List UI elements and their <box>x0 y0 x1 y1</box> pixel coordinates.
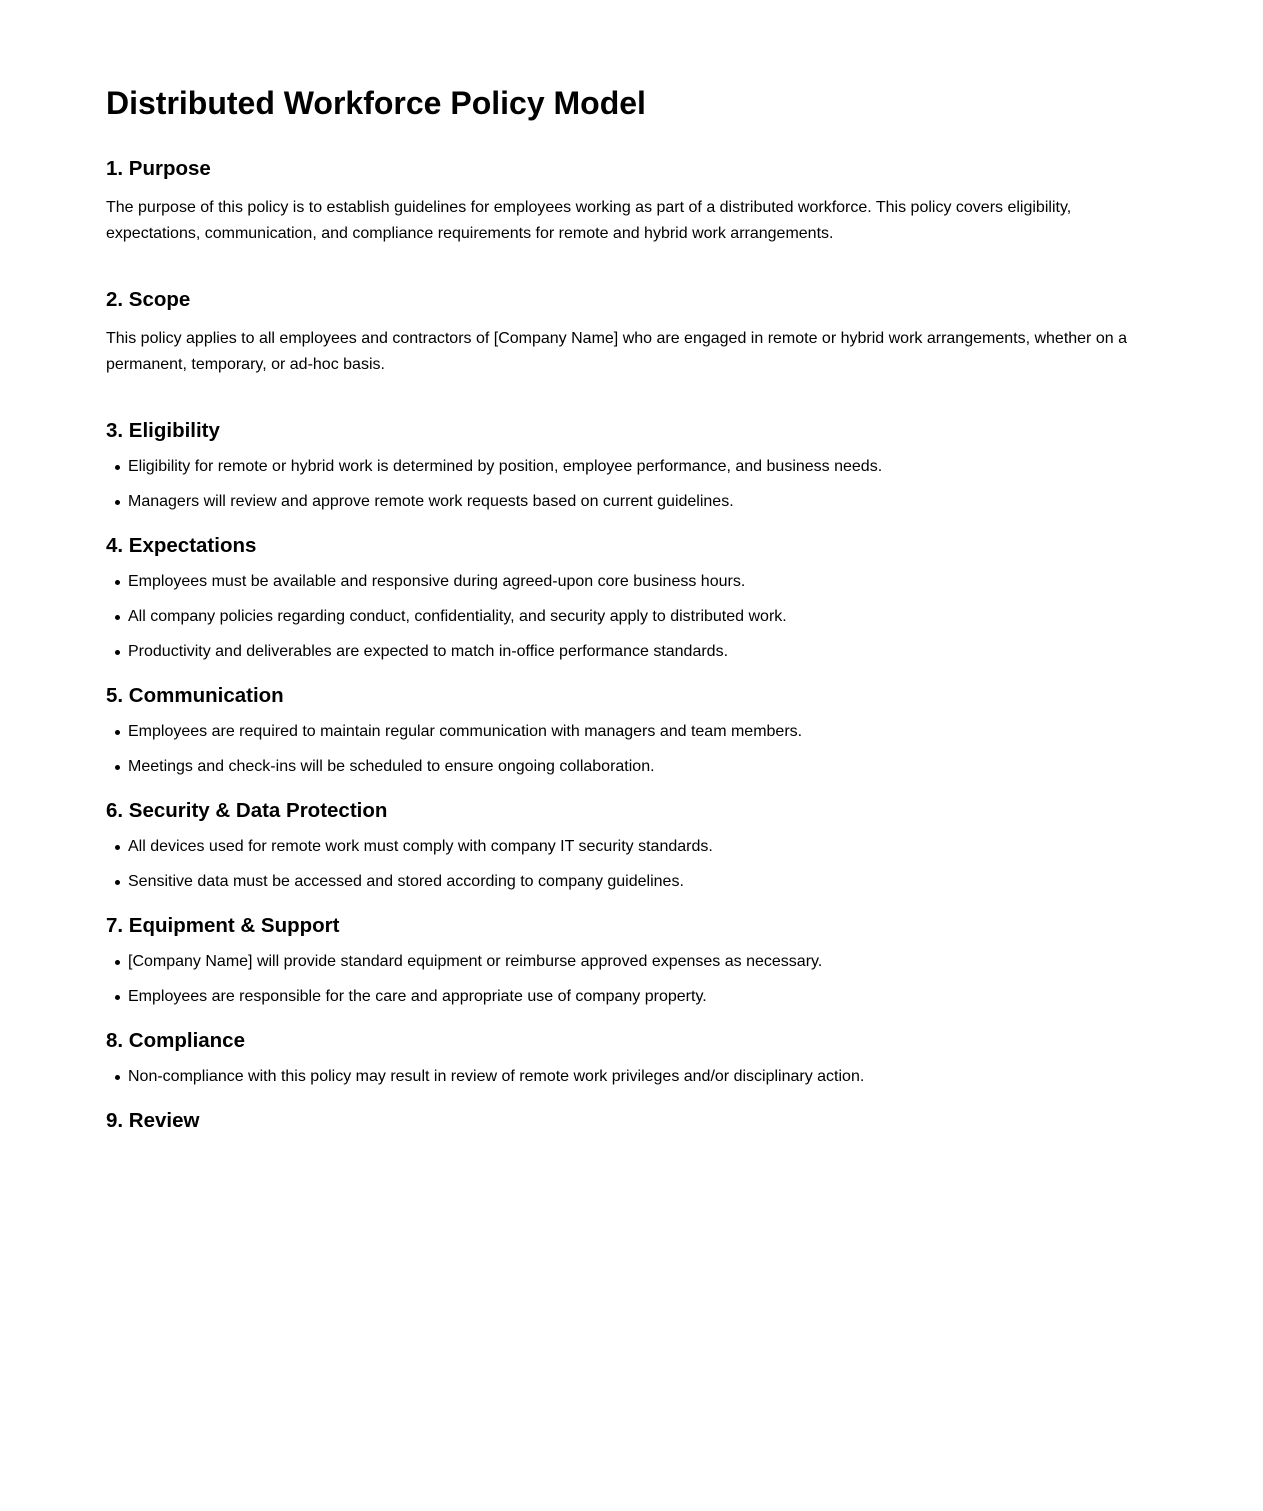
list-item: Employees are responsible for the care and appropriate use of company property. <box>128 987 1146 1006</box>
section-scope <box>106 287 1146 378</box>
section-heading: 7. Equipment & Support <box>106 914 340 937</box>
bullet-list <box>106 837 1146 891</box>
list-item: Sensitive data must be accessed and stored according to company guidelines. <box>128 872 1146 891</box>
list-item: Productivity and deliverables are expected to match in-office performance standards. <box>128 642 1146 661</box>
section-heading: 5. Communication <box>106 684 284 707</box>
list-item: Non-compliance with this policy may result in review of remote work privileges and/or disciplinary action. <box>128 1067 1146 1086</box>
section-paragraph: The purpose of this policy is to establish guidelines for employees working as part of a distributed workforce. This policy covers eligibility, expectations, communication, and compliance requirements for remote and hybrid work arrangements. <box>106 199 1072 242</box>
bullet-list <box>106 722 1146 776</box>
policy-document <box>106 0 1146 1134</box>
section-security-data-protection <box>106 798 1146 891</box>
bullet-list <box>106 572 1146 661</box>
list-item: Meetings and check-ins will be scheduled to ensure ongoing collaboration. <box>128 757 1146 776</box>
section-paragraph: This policy applies to all employees and contractors of [Company Name] who are engaged in remote or hybrid work arrangements, whether on a permanent, temporary, or ad-hoc basis. <box>106 330 1127 373</box>
section-communication <box>106 683 1146 776</box>
section-heading: 9. Review <box>106 1109 200 1132</box>
section-heading: 8. Compliance <box>106 1029 245 1052</box>
section-heading: 6. Security & Data Protection <box>106 799 388 822</box>
section-heading: 4. Expectations <box>106 534 257 557</box>
section-heading: 2. Scope <box>106 288 191 311</box>
list-item: Employees must be available and responsive during agreed-upon core business hours. <box>128 572 1146 591</box>
section-heading: 3. Eligibility <box>106 419 220 442</box>
list-item: Employees are required to maintain regular communication with managers and team members. <box>128 722 1146 741</box>
list-item: [Company Name] will provide standard equipment or reimburse approved expenses as necessary. <box>128 952 1146 971</box>
section-compliance <box>106 1028 1146 1086</box>
section-expectations <box>106 533 1146 661</box>
bullet-list <box>106 952 1146 1006</box>
list-item: Eligibility for remote or hybrid work is determined by position, employee performance, and business needs. <box>128 457 1146 476</box>
section-eligibility <box>106 418 1146 511</box>
list-item: All devices used for remote work must comply with company IT security standards. <box>128 837 1146 856</box>
bullet-list <box>106 457 1146 511</box>
list-item: All company policies regarding conduct, confidentiality, and security apply to distributed work. <box>128 607 1146 626</box>
list-item: Managers will review and approve remote work requests based on current guidelines. <box>128 492 1146 511</box>
document-title: Distributed Workforce Policy Model <box>106 85 646 121</box>
section-heading: 1. Purpose <box>106 157 211 180</box>
bullet-list <box>106 1067 1146 1086</box>
section-review <box>106 1108 1146 1134</box>
section-equipment-support <box>106 913 1146 1006</box>
section-purpose <box>106 156 1146 247</box>
